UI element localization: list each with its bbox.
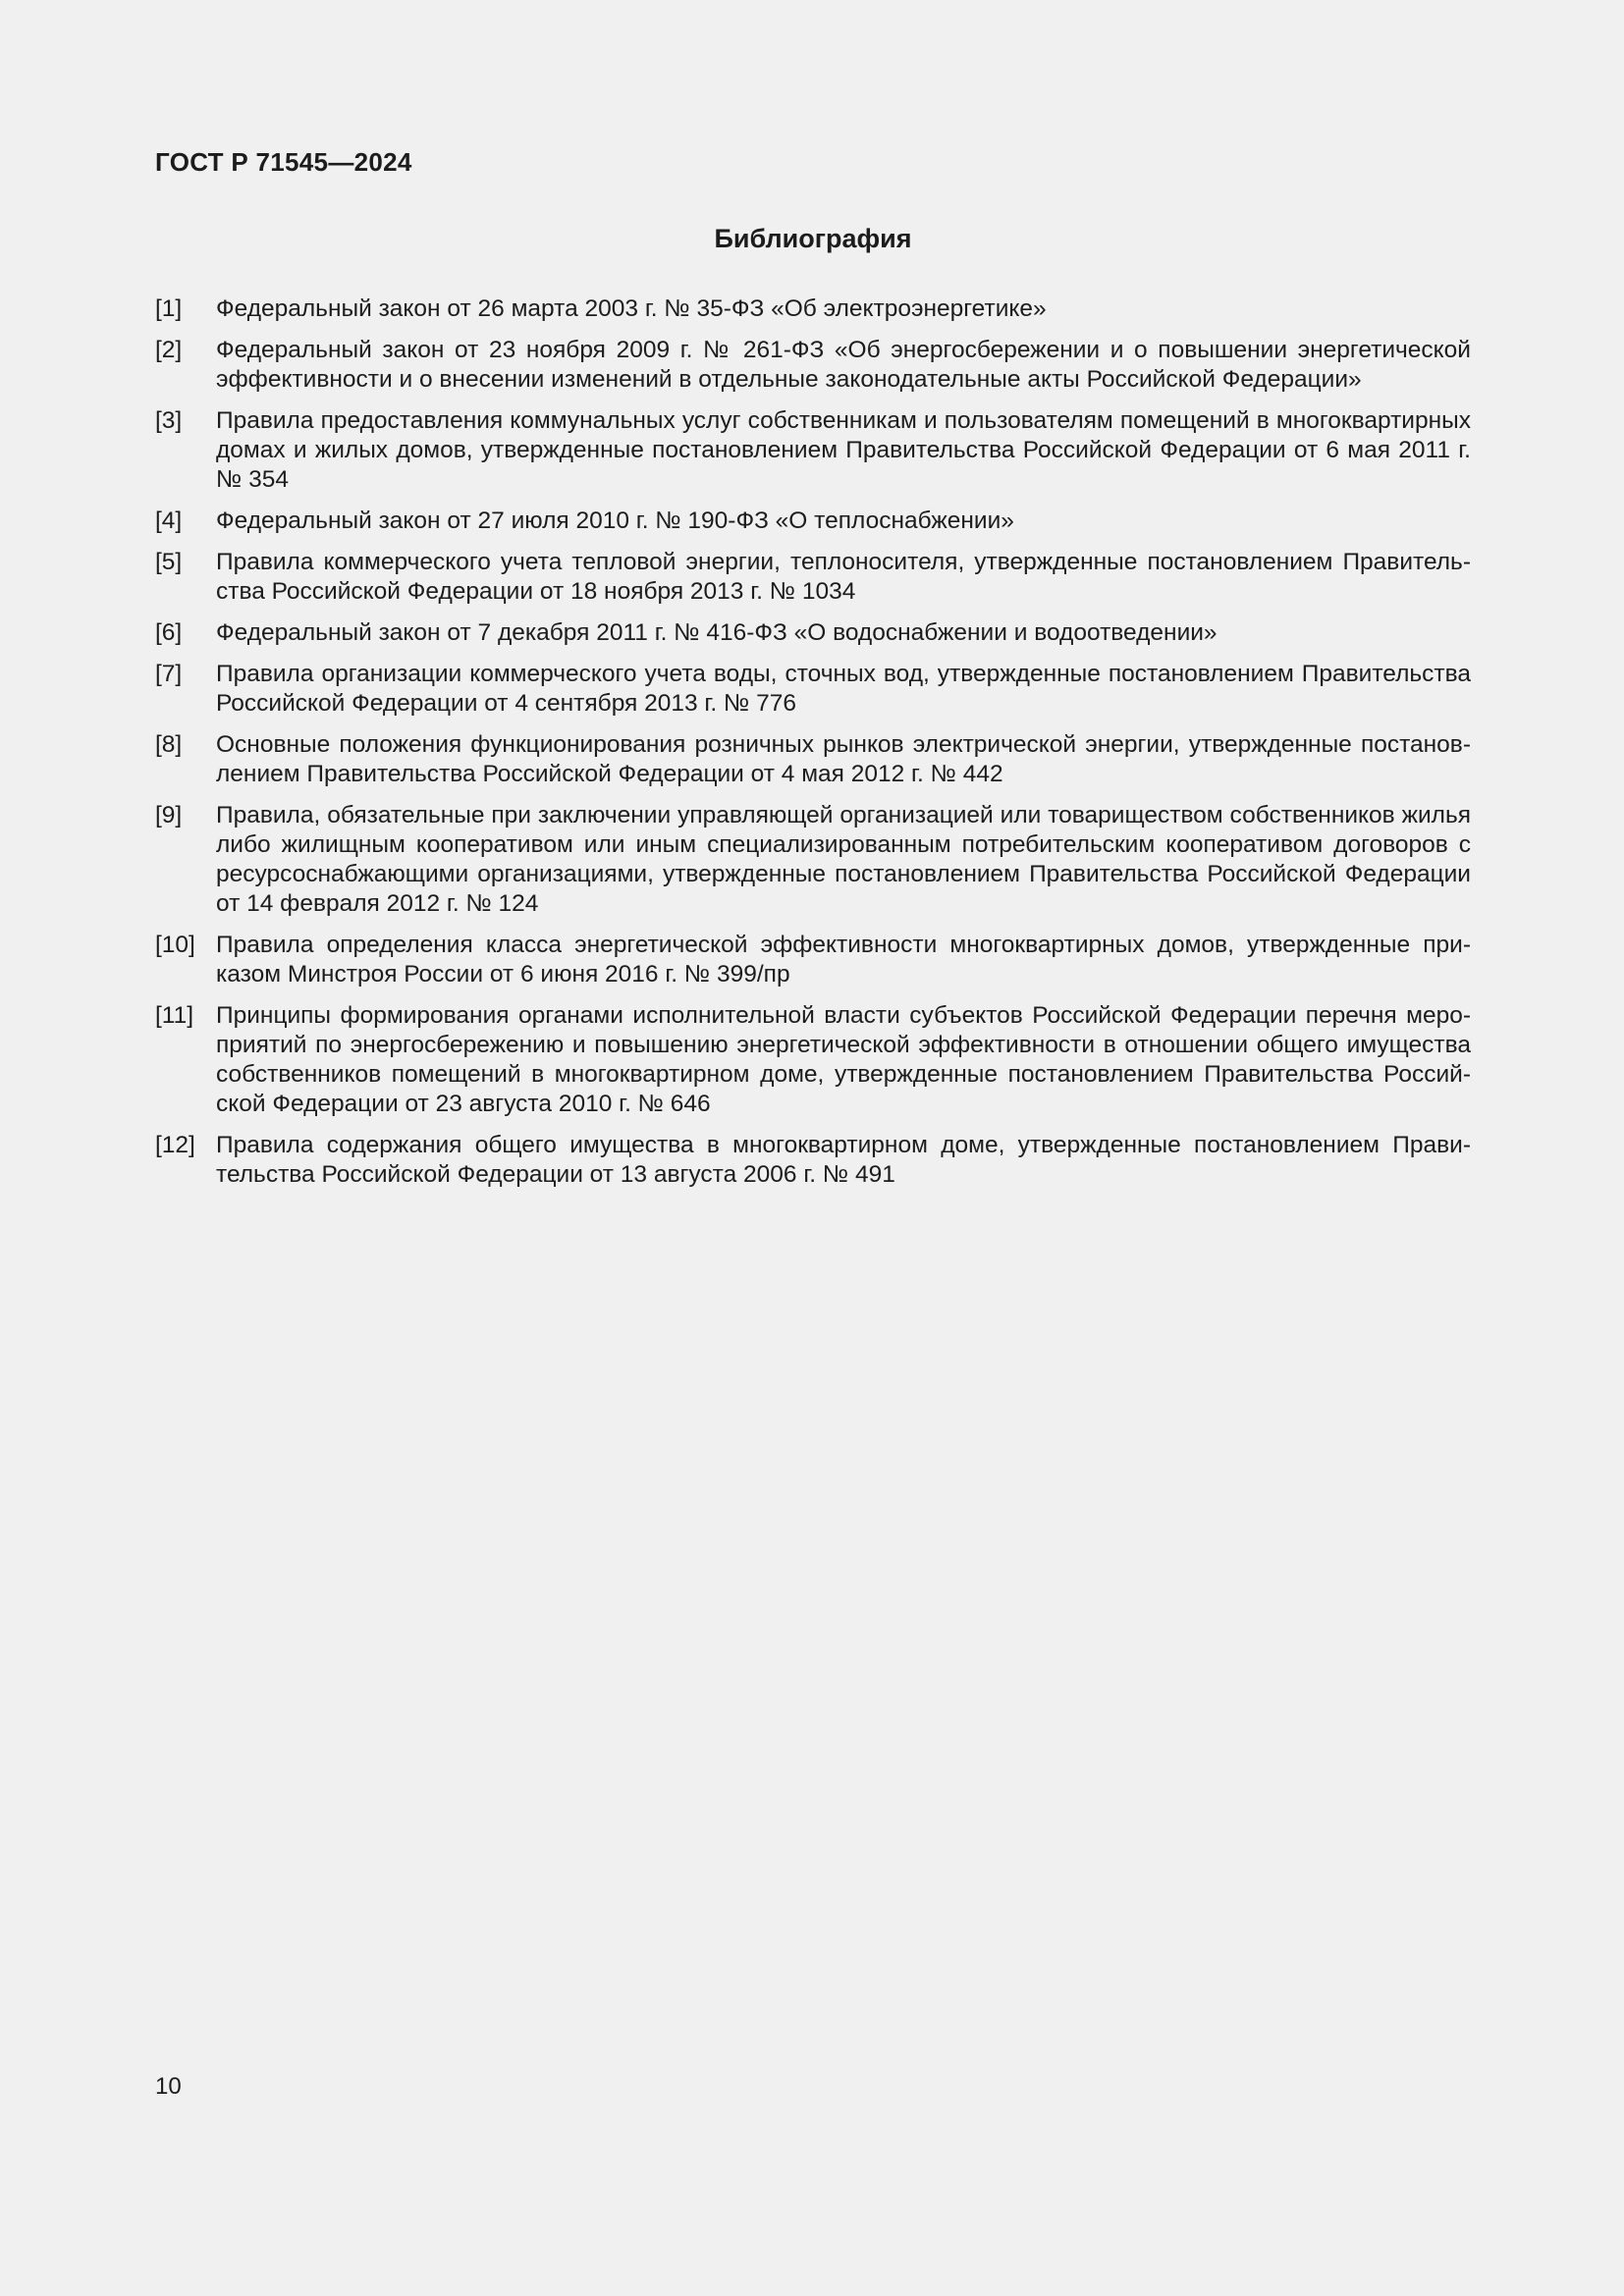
bibliography-entry-6 — [155, 618, 1471, 648]
bibliography-entry-4 — [155, 507, 1471, 536]
reference-number: [11] — [155, 1002, 194, 1029]
reference-text: Правила коммерческого учета тепловой энергии, теплоносителя, утвержденные постановлением Правительства Российской Федерации от 18 ноября 2013 г. № 1034 — [216, 549, 1471, 605]
bibliography-title: Библиография — [714, 224, 912, 253]
bibliography-entry-8 — [155, 730, 1471, 789]
reference-text: Правила, обязательные при заключении управляющей организацией или товариществом собственников жилья либо жилищным кооперативом или иным специализированным потребительским кооперативом договоров с ресурсоснабжающими организациями, утвержденные постановлением Правительства Российской Федерации от 14 февраля 2012 г. № 124 — [216, 802, 1471, 917]
bibliography-entry-9 — [155, 801, 1471, 919]
reference-text: Федеральный закон от 7 декабря 2011 г. № 416-ФЗ «О водоснабжении и водоотведении» — [216, 619, 1218, 646]
reference-text: Правила определения класса энергетической эффективности многоквартирных домов, утвержденные приказом Минстроя России от 6 июня 2016 г. № 399/пр — [216, 932, 1471, 988]
bibliography-entry-2 — [155, 336, 1471, 395]
reference-number: [2] — [155, 337, 183, 363]
bibliography-entry-12 — [155, 1131, 1471, 1190]
bibliography-entry-1 — [155, 294, 1471, 324]
reference-number: [12] — [155, 1132, 195, 1158]
reference-text: Федеральный закон от 26 марта 2003 г. № 35-ФЗ «Об электроэнергетике» — [216, 295, 1047, 322]
reference-number: [5] — [155, 549, 183, 575]
bibliography-entry-7 — [155, 660, 1471, 719]
reference-text: Правила предоставления коммунальных услуг собственникам и пользователям помещений в многоквартирных домах и жилых домов, утвержденные постановлением Правительства Российской Федерации от 6 мая 2011 г. № 354 — [216, 407, 1471, 493]
reference-number: [4] — [155, 507, 183, 534]
reference-text: Правила содержания общего имущества в многоквартирном доме, утвержденные постановлением Правительства Российской Федерации от 13 августа 2006 г. № 491 — [216, 1132, 1471, 1188]
reference-number: [10] — [155, 932, 195, 958]
reference-number: [7] — [155, 661, 183, 687]
reference-number: [8] — [155, 731, 183, 758]
bibliography-entry-10 — [155, 931, 1471, 989]
reference-text: Федеральный закон от 23 ноября 2009 г. № 261-ФЗ «Об энергосбережении и о повышении энергетической эффективности и о внесении изменений в отдельные законодательные акты Российской Федерации» — [216, 337, 1471, 393]
reference-number: [6] — [155, 619, 183, 646]
page-number: 10 — [155, 2073, 182, 2100]
bibliography-entry-5 — [155, 548, 1471, 607]
reference-text: Основные положения функционирования розничных рынков электрической энергии, утвержденные постановлением Правительства Российской Федерации от 4 мая 2012 г. № 442 — [216, 731, 1471, 787]
reference-text: Правила организации коммерческого учета воды, сточных вод, утвержденные постановлением Правительства Российской Федерации от 4 сентября 2013 г. № 776 — [216, 661, 1471, 717]
document-code-header: ГОСТ Р 71545—2024 — [155, 147, 412, 177]
reference-number: [1] — [155, 295, 183, 322]
reference-text: Федеральный закон от 27 июля 2010 г. № 190-ФЗ «О теплоснабжении» — [216, 507, 1014, 534]
bibliography-entry-11 — [155, 1001, 1471, 1119]
bibliography-entry-3 — [155, 406, 1471, 495]
reference-number: [9] — [155, 802, 183, 828]
reference-number: [3] — [155, 407, 183, 434]
bibliography-list — [155, 294, 1471, 1201]
reference-text: Принципы формирования органами исполнительной власти субъектов Российской Федерации перечня мероприятий по энергосбережению и повышению энергетической эффективности в отношении общего имущества собственников помещений в многоквартирном доме, утвержденные постановлением Правительства Российской Федерации от 23 августа 2010 г. № 646 — [216, 1002, 1471, 1117]
